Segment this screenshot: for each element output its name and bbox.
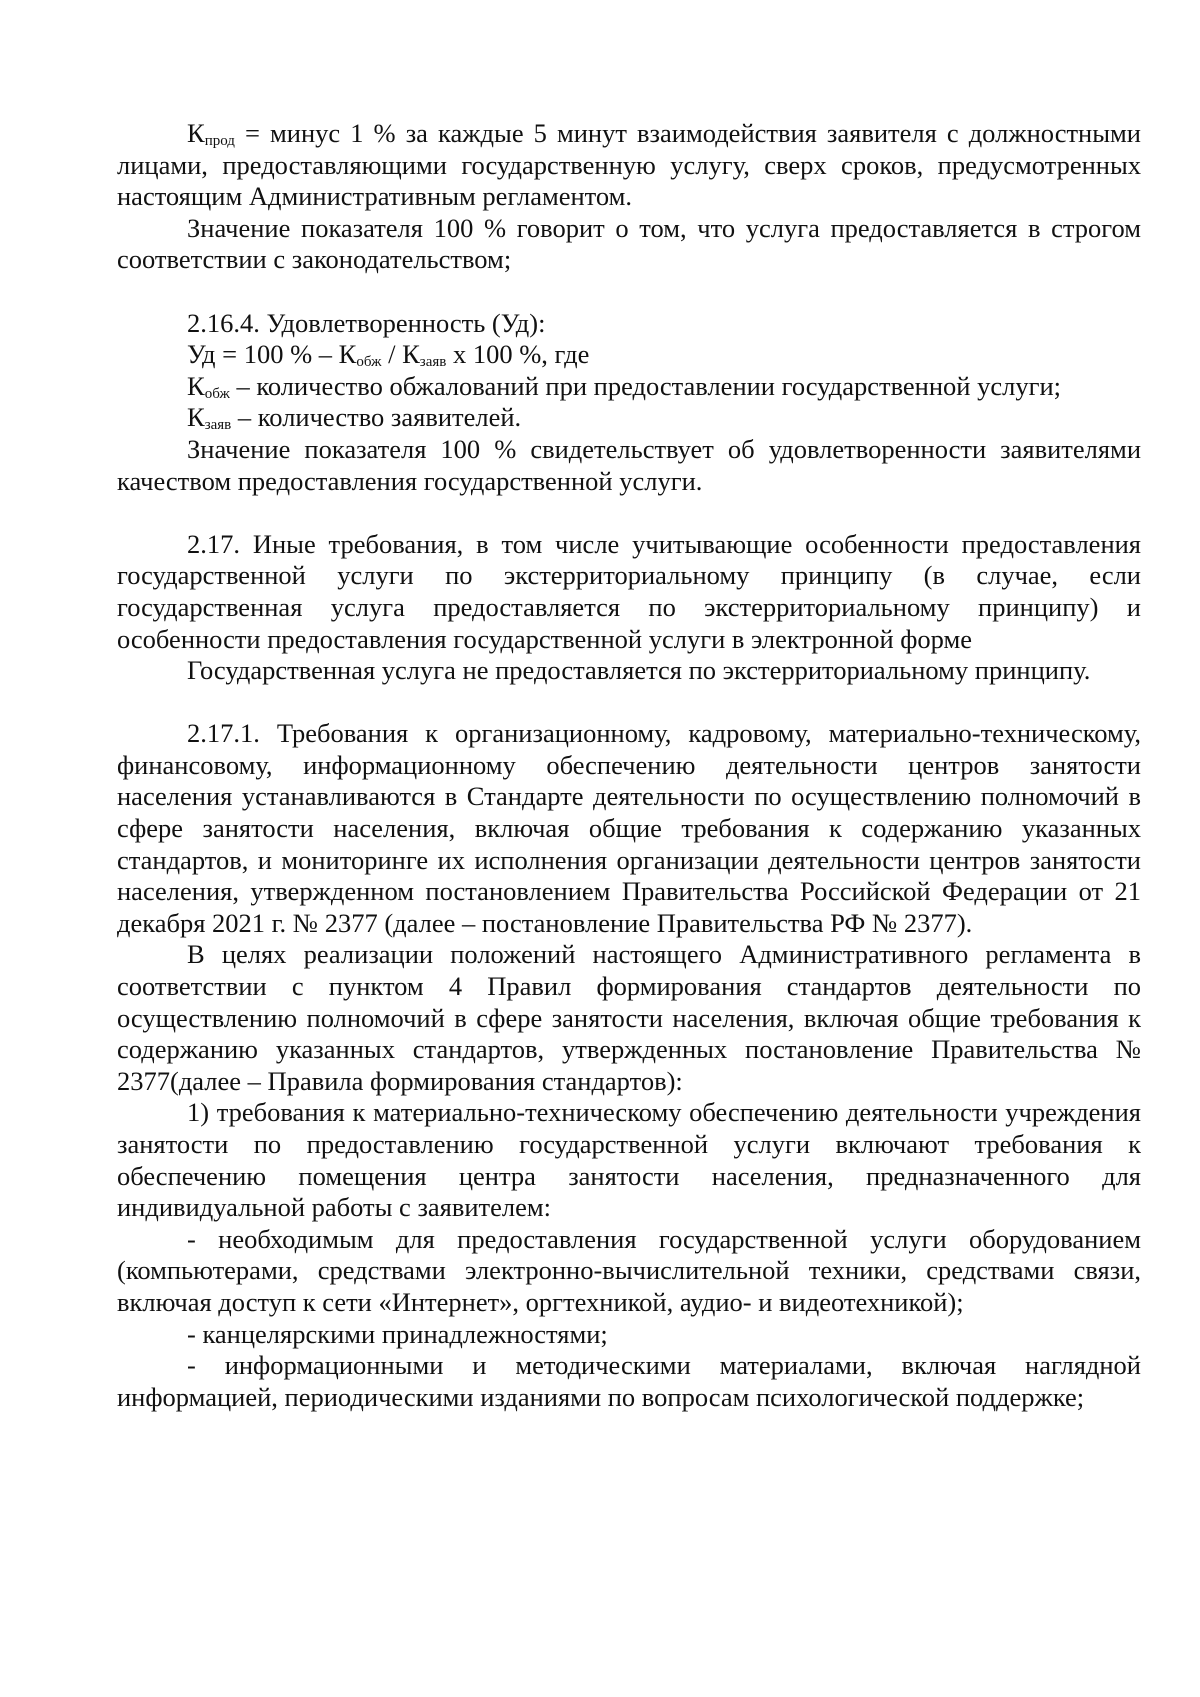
bullet-stationery: - канцелярскими принадлежностями; <box>187 1318 608 1349</box>
kzayav-symbol: К <box>187 402 205 433</box>
paragraph-kzayav-definition <box>117 402 1141 434</box>
formula-part-2: / К <box>381 339 420 370</box>
kobzh-symbol: К <box>187 370 205 401</box>
kobzh-subscript: обж <box>204 385 230 402</box>
formula-subscript-2: заяв <box>419 354 447 371</box>
kprod-text: = минус 1 % за каждые 5 минут взаимодействия заявителя с должностными лицами, предоставляющими государственную услугу, сверх сроков, предусмотренных настоящим Административным регламентом. <box>117 118 1141 212</box>
paragraph-no-extraterritorial: Государственная услуга не предоставляется по экстерриториальному принципу. <box>187 655 1091 686</box>
paragraph-satisfaction-meaning: Значение показателя 100 % свидетельствует об удовлетворенности заявителями качеством предоставления государственной услуги. <box>117 433 1141 496</box>
formula-satisfaction <box>117 339 1141 371</box>
paragraph-kobzh-definition <box>117 371 1141 403</box>
section-heading-2-16-4: 2.16.4. Удовлетворенность (Уд): <box>187 307 546 338</box>
document-page <box>117 118 1141 1413</box>
kprod-symbol: К <box>187 118 205 148</box>
formula-subscript-1: обж <box>356 354 382 371</box>
formula-part-3: x 100 %, где <box>446 339 590 370</box>
bullet-information-materials: - информационными и методическими материалами, включая наглядной информацией, периодическими изданиями по вопросам психологической поддержке; <box>117 1350 1141 1412</box>
kzayav-text: – количество заявителей. <box>231 402 522 433</box>
kobzh-text: – количество обжалований при предоставлении государственной услуги; <box>229 370 1062 401</box>
section-2-17-1: 2.17.1. Требования к организационному, кадровому, материально-техническому, финансовому, информационному обеспечению деятельности центров занятости населения устанавливаются в Стандарте деятельности по осуществлению полномочий в сфере занятости населения, включая общие требования к содержанию указанных стандартов, и мониторинге их исполнения организации деятельности центров занятости населения, утвержденном постановлением Правительства Российской Федерации от 21 декабря 2021 г. № 2377 (далее – постановление Правительства РФ № 2377). <box>117 718 1141 938</box>
kzayav-subscript: заяв <box>204 417 232 434</box>
paragraph-implementation: В целях реализации положений настоящего Административного регламента в соответствии с пунктом 4 Правил формирования стандартов деятельности по осуществлению полномочий в сфере занятости населения, включая общие требования к содержанию указанных стандартов, утвержденных постановление Правительства № 2377(далее – Правила формирования стандартов): <box>117 939 1141 1096</box>
kprod-subscript: прод <box>204 133 235 149</box>
list-item-1-requirements: 1) требования к материально-техническому обеспечению деятельности учреждения занятости по предоставлению государственной услуги включают требования к обеспечению помещения центра занятости населения, предназначенного для индивидуальной работы с заявителем: <box>117 1097 1141 1223</box>
bullet-equipment: - необходимым для предоставления государственной услуги оборудованием (компьютерами, средствами электронно-вычислительной техники, средствами связи, включая доступ к сети «Интернет», оргтехникой, аудио- и видеотехникой); <box>117 1223 1141 1317</box>
formula-part-1: Уд = 100 % – К <box>187 339 357 370</box>
paragraph-kprod-definition <box>117 118 1141 213</box>
section-heading-2-17: 2.17. Иные требования, в том числе учитывающие особенности предоставления государственной услуги по экстерриториальному принципу (в случае, если государственная услуга предоставляется по экстерриториальному принципу) и особенности предоставления государственной услуги в электронной форме <box>117 528 1141 654</box>
paragraph-indicator-meaning: Значение показателя 100 % говорит о том, что услуга предоставляется в строгом соответствии с законодательством; <box>117 212 1141 275</box>
